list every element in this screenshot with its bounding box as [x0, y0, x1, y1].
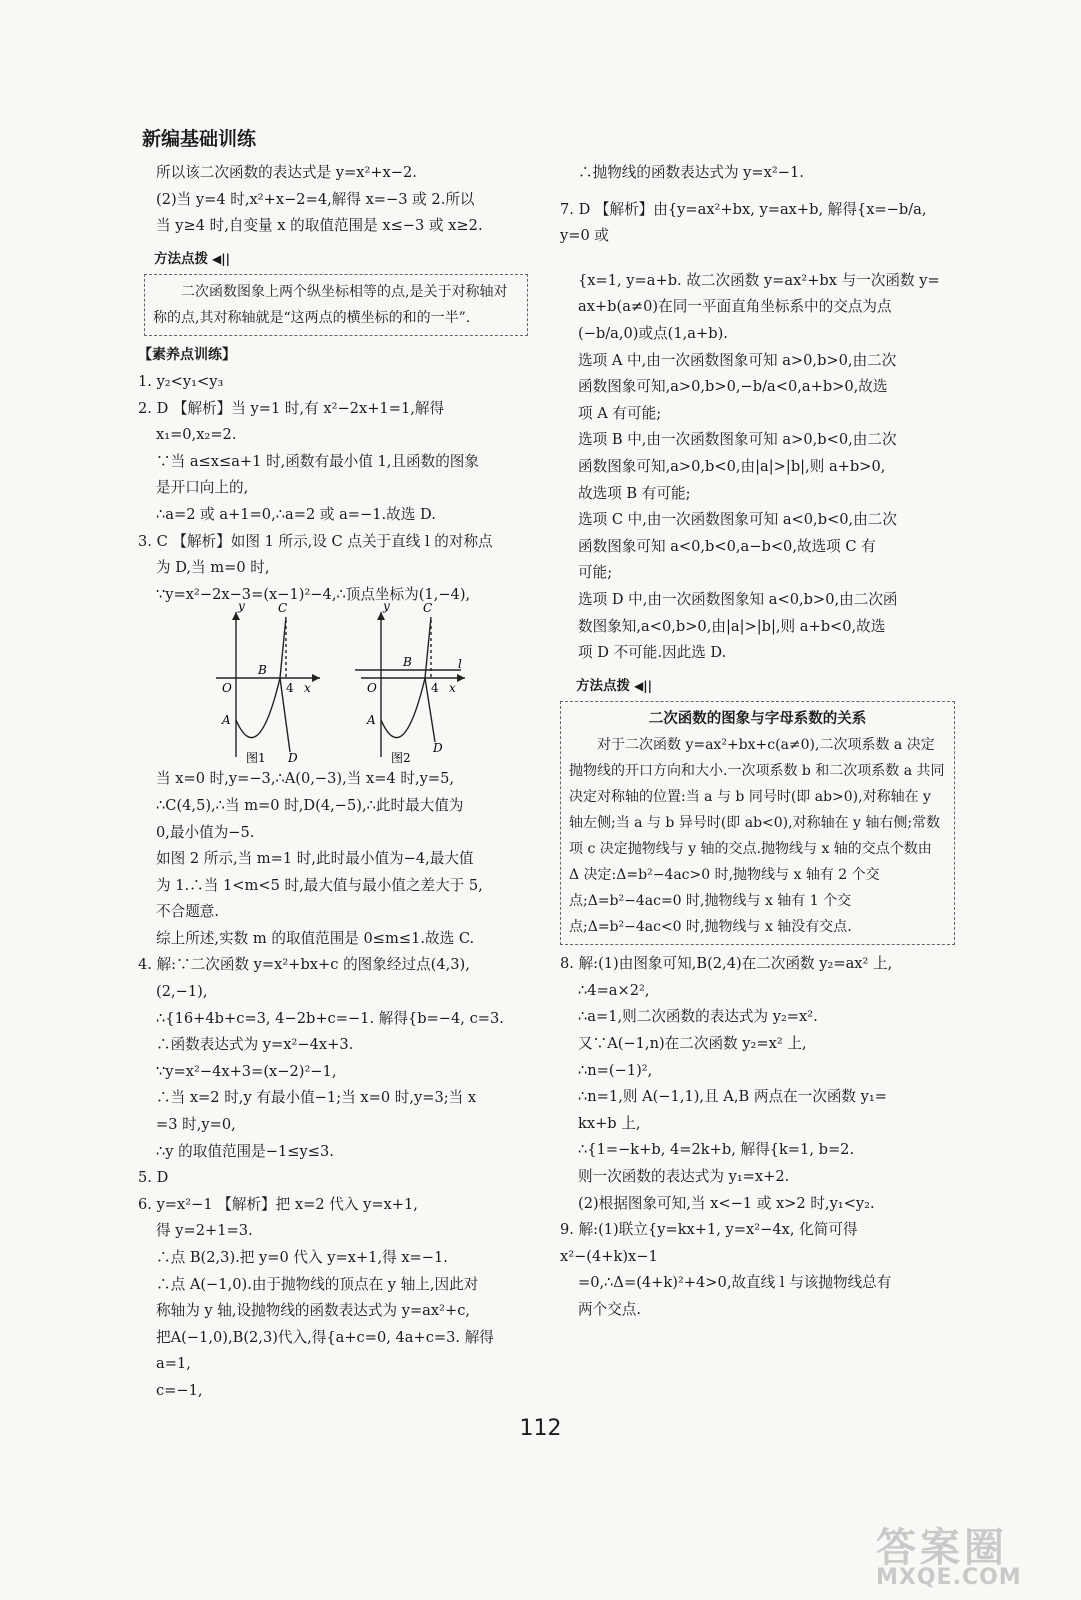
answer-line: ∴点 A(−1,0).由于抛物线的顶点在 y 轴上,因此对 — [156, 1275, 479, 1293]
parabola-figures — [208, 599, 468, 766]
watermark — [876, 1516, 1022, 1590]
watermark-url: MXQE.COM — [876, 1565, 1022, 1590]
answer-line: 2. D 【解析】当 y=1 时,有 x²−2x+1=1,解得 — [138, 399, 445, 417]
left-column — [138, 160, 528, 1405]
answer-line: 选项 B 中,由一次函数图象可知 a>0,b<0,由二次 — [578, 431, 897, 449]
tip-box-heading: 二次函数的图象与字母系数的关系 — [648, 711, 867, 728]
answer-line: 把A(−1,0),B(2,3)代入,得{a+c=0, 4a+c=3. 解得 a=1, — [156, 1328, 494, 1373]
book-header-title: 新编基础训练 — [142, 128, 257, 150]
answer-line: 函数图象可知 a<0,b<0,a−b<0,故选项 C 有 — [578, 537, 876, 555]
answer-line: 函数图象可知,a>0,b>0,−b/a<0,a+b>0,故选 — [578, 378, 888, 396]
fig2-x-label: x — [449, 681, 456, 696]
answer-line: (−b/a,0)或点(1,a+b). — [578, 324, 728, 342]
answer-line: 又∵A(−1,n)在二次函数 y₂=x² 上, — [578, 1035, 807, 1053]
answer-line: 称轴为 y 轴,设抛物线的函数表达式为 y=ax²+c, — [156, 1302, 471, 1320]
answer-line: 4. 解:∵二次函数 y=x²+bx+c 的图象经过点(4,3), — [138, 956, 470, 974]
answer-line: ∴{16+4b+c=3, 4−2b+c=−1. 解得{b=−4, c=3. — [156, 1009, 504, 1027]
answer-line: ax+b(a≠0)在同一平面直角坐标系中的交点为点 — [578, 298, 892, 316]
fig1-d-label: D — [288, 751, 298, 766]
answer-line: 不合题意. — [156, 903, 220, 921]
answer-line: x₁=0,x₂=2. — [156, 426, 237, 444]
method-tip-box-right — [560, 701, 955, 945]
text-line: (2)当 y=4 时,x²+x−2=4,解得 x=−3 或 2.所以 — [156, 190, 475, 208]
answer-line: 选项 D 中,由一次函数图象知 a<0,b>0,由二次函 — [578, 590, 898, 608]
method-tip-title — [154, 246, 528, 273]
answer-line: ∴抛物线的函数表达式为 y=x²−1. — [578, 164, 804, 181]
answer-line: (2)根据图象可知,当 x<−1 或 x>2 时,y₁<y₂. — [578, 1194, 875, 1212]
answer-line: 如图 2 所示,当 m=1 时,此时最小值为−4,最大值 — [156, 850, 474, 868]
fig2-b-label: B — [403, 655, 412, 670]
text-line: 所以该二次函数的表达式是 y=x²+x−2. — [156, 164, 417, 181]
answer-line: ∴y 的取值范围是−1≤y≤3. — [156, 1142, 334, 1160]
section-heading: 【素养点训练】 — [138, 347, 236, 364]
text-line: 当 y≥4 时,自变量 x 的取值范围是 x≤−3 或 x≥2. — [156, 217, 483, 235]
answer-line: 综上所述,实数 m 的取值范围是 0≤m≤1.故选 C. — [156, 929, 475, 947]
answer-line: 则一次函数的表达式为 y₁=x+2. — [578, 1168, 790, 1186]
answer-line: ∵当 a≤x≤a+1 时,函数有最小值 1,且函数的图象 — [156, 452, 479, 470]
answer-line: ∴点 B(2,3).把 y=0 代入 y=x+1,得 x=−1. — [156, 1249, 448, 1266]
fig2-c-label: C — [423, 601, 433, 616]
method-tip-label: 方法点拨 — [576, 677, 630, 694]
answer-line: 为 D,当 m=0 时, — [156, 559, 270, 577]
answer-line: ∵y=x²−2x−3=(x−1)²−4,∴顶点坐标为(1,−4), — [156, 585, 471, 603]
speaker-icon: ◀|| — [634, 678, 652, 693]
answer-line: ∴a=2 或 a+1=0,∴a=2 或 a=−1.故选 D. — [156, 505, 436, 523]
right-column — [560, 160, 955, 1324]
answer-line: =3 时,y=0, — [156, 1116, 236, 1134]
answer-line: =0,∴Δ=(4+k)²+4>0,故直线 l 与该抛物线总有 — [578, 1274, 892, 1292]
answer-line: 函数图象可知,a>0,b<0,由|a|>|b|,则 a+b>0, — [578, 457, 886, 475]
answer-line: 选项 C 中,由一次函数图象可知 a<0,b<0,由二次 — [578, 511, 897, 529]
answer-line: ∴{1=−k+b, 4=2k+b, 解得{k=1, b=2. — [578, 1141, 855, 1159]
answer-line: ∴n=1,则 A(−1,1),且 A,B 两点在一次函数 y₁= — [578, 1088, 887, 1106]
answer-line: 项 D 不可能.因此选 D. — [578, 644, 727, 662]
answer-line: 故选项 B 有可能; — [578, 484, 691, 502]
after-figure-lines — [138, 766, 528, 952]
tip-box-text: 对于二次函数 y=ax²+bx+c(a≠0),二次项系数 a 决定抛物线的开口方向和大小.一次项系数 b 和二次项系数 a 共同决定对称轴的位置:当 a 与 b 同号时(即 ab>0),对称轴在 y 轴左侧;当 a 与 b 异号时(即 ab<0),对称轴在 y 轴右侧;常数项 c 决定抛物线与 y 轴的交点.抛物线与 x 轴的交点个数由 Δ 决定:Δ=b²−4ac>0 时,抛物线与 x 轴有 2 个交点;Δ=b²−4ac=0 时,抛物线与 x 轴有 1 个交点;Δ=b²−4ac<0 时,抛物线与 x 轴没有交点. — [569, 737, 945, 936]
fig2-y-label: y — [383, 599, 390, 614]
fig1-b-label: B — [258, 663, 267, 678]
answer-line: ∴4=a×2², — [578, 981, 650, 999]
answer-line: ∴C(4,5),∴当 m=0 时,D(4,−5),∴此时最大值为 — [156, 796, 464, 814]
fig1-a-label: A — [222, 713, 231, 728]
answer-line: ∴函数表达式为 y=x²−4x+3. — [156, 1036, 354, 1054]
answer-line: 7. D 【解析】由{y=ax²+bx, y=ax+b, 解得{x=−b/a, y=0 或 — [560, 200, 927, 245]
answer-line: 0,最小值为−5. — [156, 823, 255, 841]
fig2-l-label: l — [458, 657, 462, 672]
fig2-caption: 图2 — [391, 751, 411, 766]
speaker-icon: ◀|| — [212, 251, 230, 266]
answer-line: ∴n=(−1)², — [578, 1061, 653, 1079]
answer-line: c=−1, — [156, 1381, 203, 1399]
answer-line: (2,−1), — [156, 983, 208, 1001]
fig2-a-label: A — [367, 713, 376, 728]
fig1-y-label: y — [238, 599, 245, 614]
answer-line: 1. y₂<y₁<y₃ — [138, 372, 224, 390]
fig1-x-label: x — [304, 681, 311, 696]
page-number: 112 — [519, 1416, 562, 1441]
answer-line: kx+b 上, — [578, 1114, 641, 1132]
fig2-4-label: 4 — [431, 681, 439, 696]
answer-line: 当 x=0 时,y=−3,∴A(0,−3),当 x=4 时,y=5, — [156, 770, 455, 788]
method-tip-label: 方法点拨 — [154, 250, 208, 267]
answer-line: 选项 A 中,由一次函数图象可知 a>0,b>0,由二次 — [578, 351, 897, 369]
answer-line: 数图象知,a<0,b>0,由|a|>|b|,则 a+b<0,故选 — [578, 617, 886, 635]
method-tip-box: 二次函数图象上两个纵坐标相等的点,是关于对称轴对称的点,其对称轴就是“这两点的横坐标的和的一半”. — [144, 274, 528, 336]
answer-line: 得 y=2+1=3. — [156, 1222, 253, 1240]
answer-line: ∴当 x=2 时,y 有最小值−1;当 x=0 时,y=3;当 x — [156, 1089, 477, 1107]
answer-line: 3. C 【解析】如图 1 所示,设 C 点关于直线 l 的对称点 — [138, 532, 493, 550]
answer-line: ∴a=1,则二次函数的表达式为 y₂=x². — [578, 1008, 818, 1026]
answer-line: ∵y=x²−4x+3=(x−2)²−1, — [156, 1062, 337, 1080]
fig2-d-label: D — [433, 741, 443, 756]
fig1-4-label: 4 — [286, 681, 294, 696]
watermark-text: 答案圈 — [876, 1525, 1008, 1571]
answer-line: 5. D — [138, 1169, 169, 1187]
answer-line: 是开口向上的, — [156, 479, 249, 497]
fig1-caption: 图1 — [246, 751, 266, 766]
fig2-o-label: O — [367, 681, 377, 696]
figures — [138, 599, 528, 766]
method-tip-title-right — [576, 673, 955, 700]
fig1-c-label: C — [278, 601, 288, 616]
fig1-o-label: O — [222, 681, 232, 696]
answer-line: 6. y=x²−1 【解析】把 x=2 代入 y=x+1, — [138, 1195, 418, 1213]
answer-line: 8. 解:(1)由图象可知,B(2,4)在二次函数 y₂=ax² 上, — [560, 955, 893, 973]
answer-line: 9. 解:(1)联立{y=kx+1, y=x²−4x, 化简可得 x²−(4+k)x−1 — [560, 1221, 858, 1265]
answer-line: 为 1.∴当 1<m<5 时,最大值与最小值之差大于 5, — [156, 876, 483, 894]
answer-line: 项 A 有可能; — [578, 404, 662, 422]
answer-line: {x=1, y=a+b. 故二次函数 y=ax²+bx 与一次函数 y= — [578, 271, 940, 289]
answer-line: 两个交点. — [578, 1301, 642, 1318]
answer-line: 可能; — [578, 564, 613, 582]
